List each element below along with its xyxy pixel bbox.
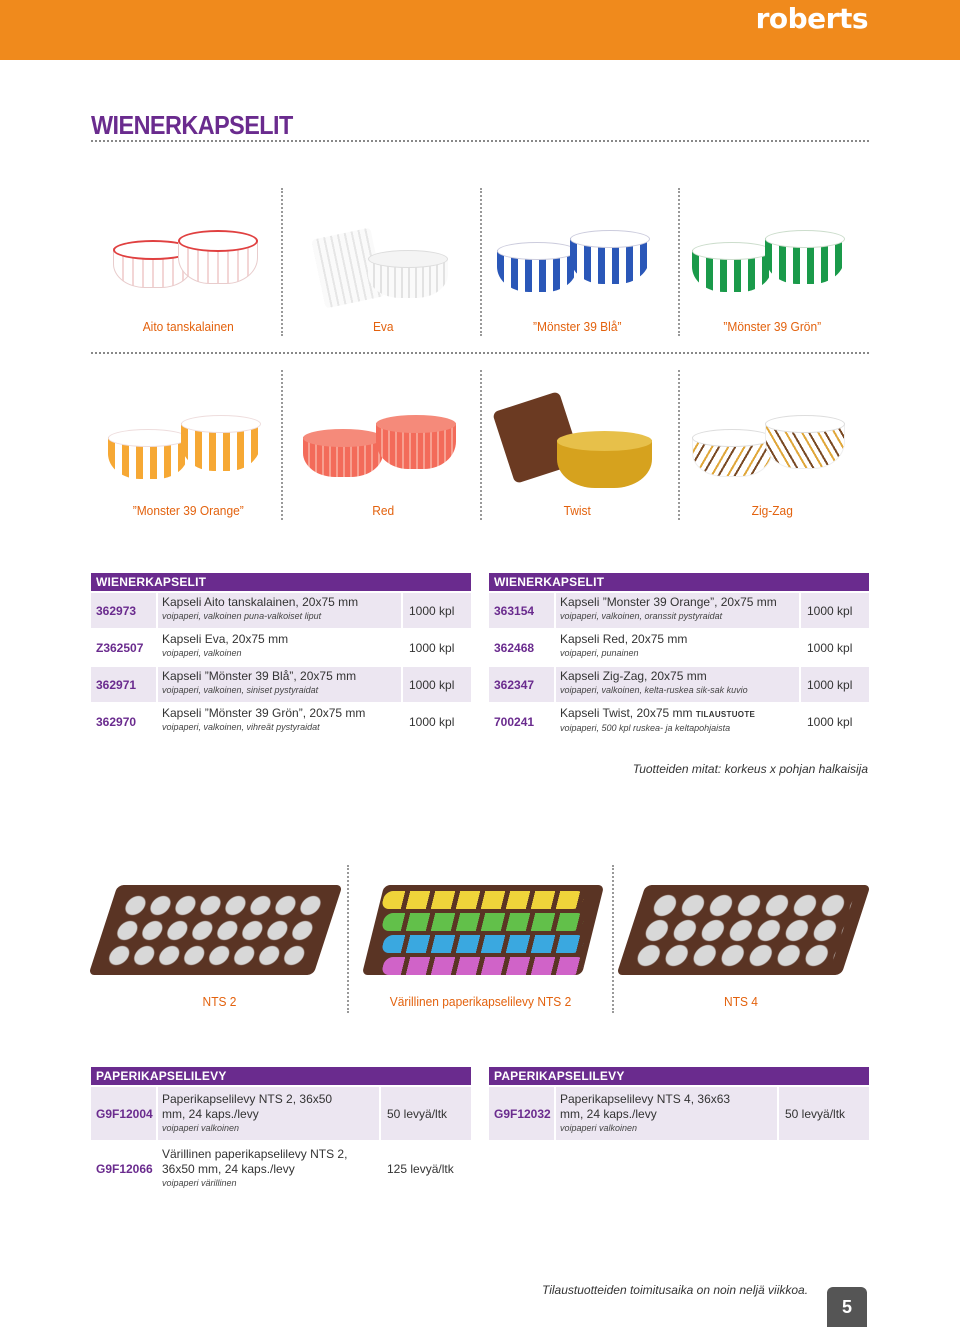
order-item-tag: TILAUSTUOTE bbox=[695, 710, 756, 719]
product-monster-39-gron bbox=[675, 188, 870, 336]
product-name: Kapseli Zig-Zag, 20x75 mm bbox=[560, 669, 707, 683]
product-name: Kapseli Aito tanskalainen, 20x75 mm bbox=[162, 595, 359, 609]
product-description bbox=[556, 593, 799, 628]
table-wienerkapselit-left bbox=[91, 573, 471, 739]
product-code: G9F12004 bbox=[91, 1087, 156, 1140]
product-code: 700241 bbox=[489, 704, 554, 739]
column-divider bbox=[612, 865, 614, 1013]
product-image bbox=[631, 885, 856, 975]
product-name: Kapseli Red, 20x75 mm bbox=[560, 632, 688, 646]
product-quantity: 1000 kpl bbox=[801, 630, 869, 665]
product-quantity: 50 levyä/ltk bbox=[779, 1087, 869, 1140]
product-aito-tanskalainen bbox=[91, 188, 286, 336]
product-description bbox=[158, 593, 401, 628]
column-divider bbox=[347, 865, 349, 1013]
product-eva bbox=[286, 188, 481, 336]
page-title: WIENERKAPSELIT bbox=[91, 110, 293, 140]
table-heading: WIENERKAPSELIT bbox=[91, 573, 471, 591]
product-name: Kapseli ”Monster 39 Orange”, 20x75 mm bbox=[560, 595, 777, 609]
table-heading: WIENERKAPSELIT bbox=[489, 573, 869, 591]
product-red bbox=[286, 370, 481, 520]
gallery-divider bbox=[91, 352, 869, 354]
product-quantity: 125 levyä/ltk bbox=[381, 1142, 471, 1195]
caption: NTS 4 bbox=[724, 994, 758, 1009]
product-quantity: 1000 kpl bbox=[801, 704, 869, 739]
product-material: voipaperi, punainen bbox=[560, 648, 639, 658]
product-code: G9F12066 bbox=[91, 1142, 156, 1195]
product-material: voipaperi värillinen bbox=[162, 1178, 237, 1188]
caption: ”Monster 39 Orange” bbox=[132, 503, 244, 518]
table-row bbox=[489, 704, 869, 739]
column-divider bbox=[480, 370, 482, 520]
caption: ”Mönster 39 Grön” bbox=[722, 319, 821, 334]
product-code: 362970 bbox=[91, 704, 156, 739]
product-image bbox=[373, 885, 593, 980]
column-divider bbox=[281, 370, 283, 520]
product-nts-2-colored bbox=[348, 865, 613, 1013]
product-code: Z362507 bbox=[91, 630, 156, 665]
product-material: voipaperi, 500 kpl ruskea- ja keltapohjaista bbox=[560, 723, 731, 733]
product-material: voipaperi valkoinen bbox=[162, 1123, 240, 1133]
product-monster-39-orange bbox=[91, 370, 286, 520]
product-quantity: 1000 kpl bbox=[403, 593, 471, 628]
product-name: Kapseli Twist, 20x75 mm bbox=[560, 706, 693, 720]
product-code: 362971 bbox=[91, 667, 156, 702]
product-material: voipaperi, valkoinen, vihreät pystyraidat bbox=[162, 722, 320, 732]
product-name: Värillinen paperikapselilevy NTS 2, 36x50 mm, 24 kaps./levy bbox=[162, 1147, 348, 1176]
product-quantity: 1000 kpl bbox=[801, 667, 869, 702]
product-name: Paperikapselilevy NTS 4, 36x63 mm, 24 kaps./levy bbox=[560, 1092, 731, 1121]
caption: Red bbox=[371, 503, 394, 518]
product-image bbox=[492, 395, 662, 495]
product-quantity: 50 levyä/ltk bbox=[381, 1087, 471, 1140]
product-code: 362468 bbox=[489, 630, 554, 665]
table-paperikapselilevy-left bbox=[91, 1067, 471, 1195]
brand-logo: roberts bbox=[755, 2, 868, 35]
table-row bbox=[91, 1087, 471, 1140]
caption: Zig-Zag bbox=[751, 503, 793, 518]
dimensions-note: Tuotteiden mitat: korkeus x pohjan halkaisija bbox=[632, 762, 868, 776]
product-nts-4 bbox=[613, 865, 869, 1013]
product-zig-zag bbox=[675, 370, 870, 520]
product-monster-39-bla bbox=[480, 188, 675, 336]
product-material: voipaperi, valkoinen, oranssit pystyraidat bbox=[560, 611, 723, 621]
table-heading: PAPERIKAPSELILEVY bbox=[91, 1067, 471, 1085]
product-description bbox=[556, 630, 799, 665]
table-row bbox=[489, 593, 869, 628]
product-name-line bbox=[560, 706, 795, 722]
product-description bbox=[158, 1087, 379, 1140]
product-image bbox=[313, 218, 453, 308]
page-number: 5 bbox=[827, 1287, 867, 1327]
product-code: G9F12032 bbox=[489, 1087, 554, 1140]
product-name: Kapseli ”Mönster 39 Blå”, 20x75 mm bbox=[162, 669, 357, 683]
column-divider bbox=[678, 188, 680, 336]
product-code: 362973 bbox=[91, 593, 156, 628]
product-image bbox=[687, 218, 857, 303]
product-image bbox=[103, 405, 273, 490]
product-nts-2 bbox=[91, 865, 348, 1013]
table-row bbox=[91, 593, 471, 628]
table-wienerkapselit-right bbox=[489, 573, 869, 739]
product-name: Paperikapselilevy NTS 2, 36x50 mm, 24 kaps./levy bbox=[162, 1092, 333, 1121]
product-material: voipaperi valkoinen bbox=[560, 1123, 638, 1133]
product-description bbox=[158, 667, 401, 702]
caption: Värillinen paperikapselilevy NTS 2 bbox=[389, 994, 572, 1009]
product-material: voipaperi, valkoinen, kelta-ruskea sik-sak kuvio bbox=[560, 685, 748, 695]
product-name: Kapseli Eva, 20x75 mm bbox=[162, 632, 289, 646]
product-description bbox=[556, 667, 799, 702]
caption: Eva bbox=[372, 319, 394, 334]
product-material: voipaperi, valkoinen bbox=[162, 648, 242, 658]
top-banner bbox=[0, 0, 960, 60]
product-description bbox=[158, 704, 401, 739]
product-image bbox=[103, 885, 328, 975]
product-material: voipaperi, valkoinen puna-valkoiset liput bbox=[162, 611, 322, 621]
product-description bbox=[556, 1087, 777, 1140]
caption: ”Mönster 39 Blå” bbox=[533, 319, 622, 334]
product-image bbox=[103, 218, 273, 303]
product-quantity: 1000 kpl bbox=[403, 667, 471, 702]
product-quantity: 1000 kpl bbox=[403, 630, 471, 665]
product-code: 362347 bbox=[489, 667, 554, 702]
column-divider bbox=[480, 188, 482, 336]
product-name: Kapseli ”Mönster 39 Grön”, 20x75 mm bbox=[162, 706, 366, 720]
column-divider bbox=[678, 370, 680, 520]
product-twist bbox=[480, 370, 675, 520]
product-image bbox=[492, 218, 662, 303]
table-row bbox=[489, 667, 869, 702]
caption: Twist bbox=[563, 503, 591, 518]
caption: NTS 2 bbox=[202, 994, 237, 1009]
product-description bbox=[158, 630, 401, 665]
product-description bbox=[158, 1142, 379, 1195]
table-row bbox=[91, 1142, 471, 1195]
table-row bbox=[91, 667, 471, 702]
table-row bbox=[91, 704, 471, 739]
product-description bbox=[556, 704, 799, 739]
product-quantity: 1000 kpl bbox=[403, 704, 471, 739]
title-divider bbox=[91, 140, 869, 142]
gallery-row-3 bbox=[91, 865, 869, 1013]
table-paperikapselilevy-right bbox=[489, 1067, 869, 1140]
product-image bbox=[687, 405, 857, 490]
table-heading: PAPERIKAPSELILEVY bbox=[489, 1067, 869, 1085]
delivery-time-note: Tilaustuotteiden toimitusaika on noin neljä viikkoa. bbox=[542, 1283, 809, 1297]
product-image bbox=[298, 405, 468, 490]
product-quantity: 1000 kpl bbox=[801, 593, 869, 628]
product-code: 363154 bbox=[489, 593, 554, 628]
product-material: voipaperi, valkoinen, siniset pystyraidat bbox=[162, 685, 319, 695]
table-row bbox=[91, 630, 471, 665]
caption: Aito tanskalainen bbox=[142, 319, 234, 334]
table-row bbox=[489, 630, 869, 665]
column-divider bbox=[281, 188, 283, 336]
table-row bbox=[489, 1087, 869, 1140]
